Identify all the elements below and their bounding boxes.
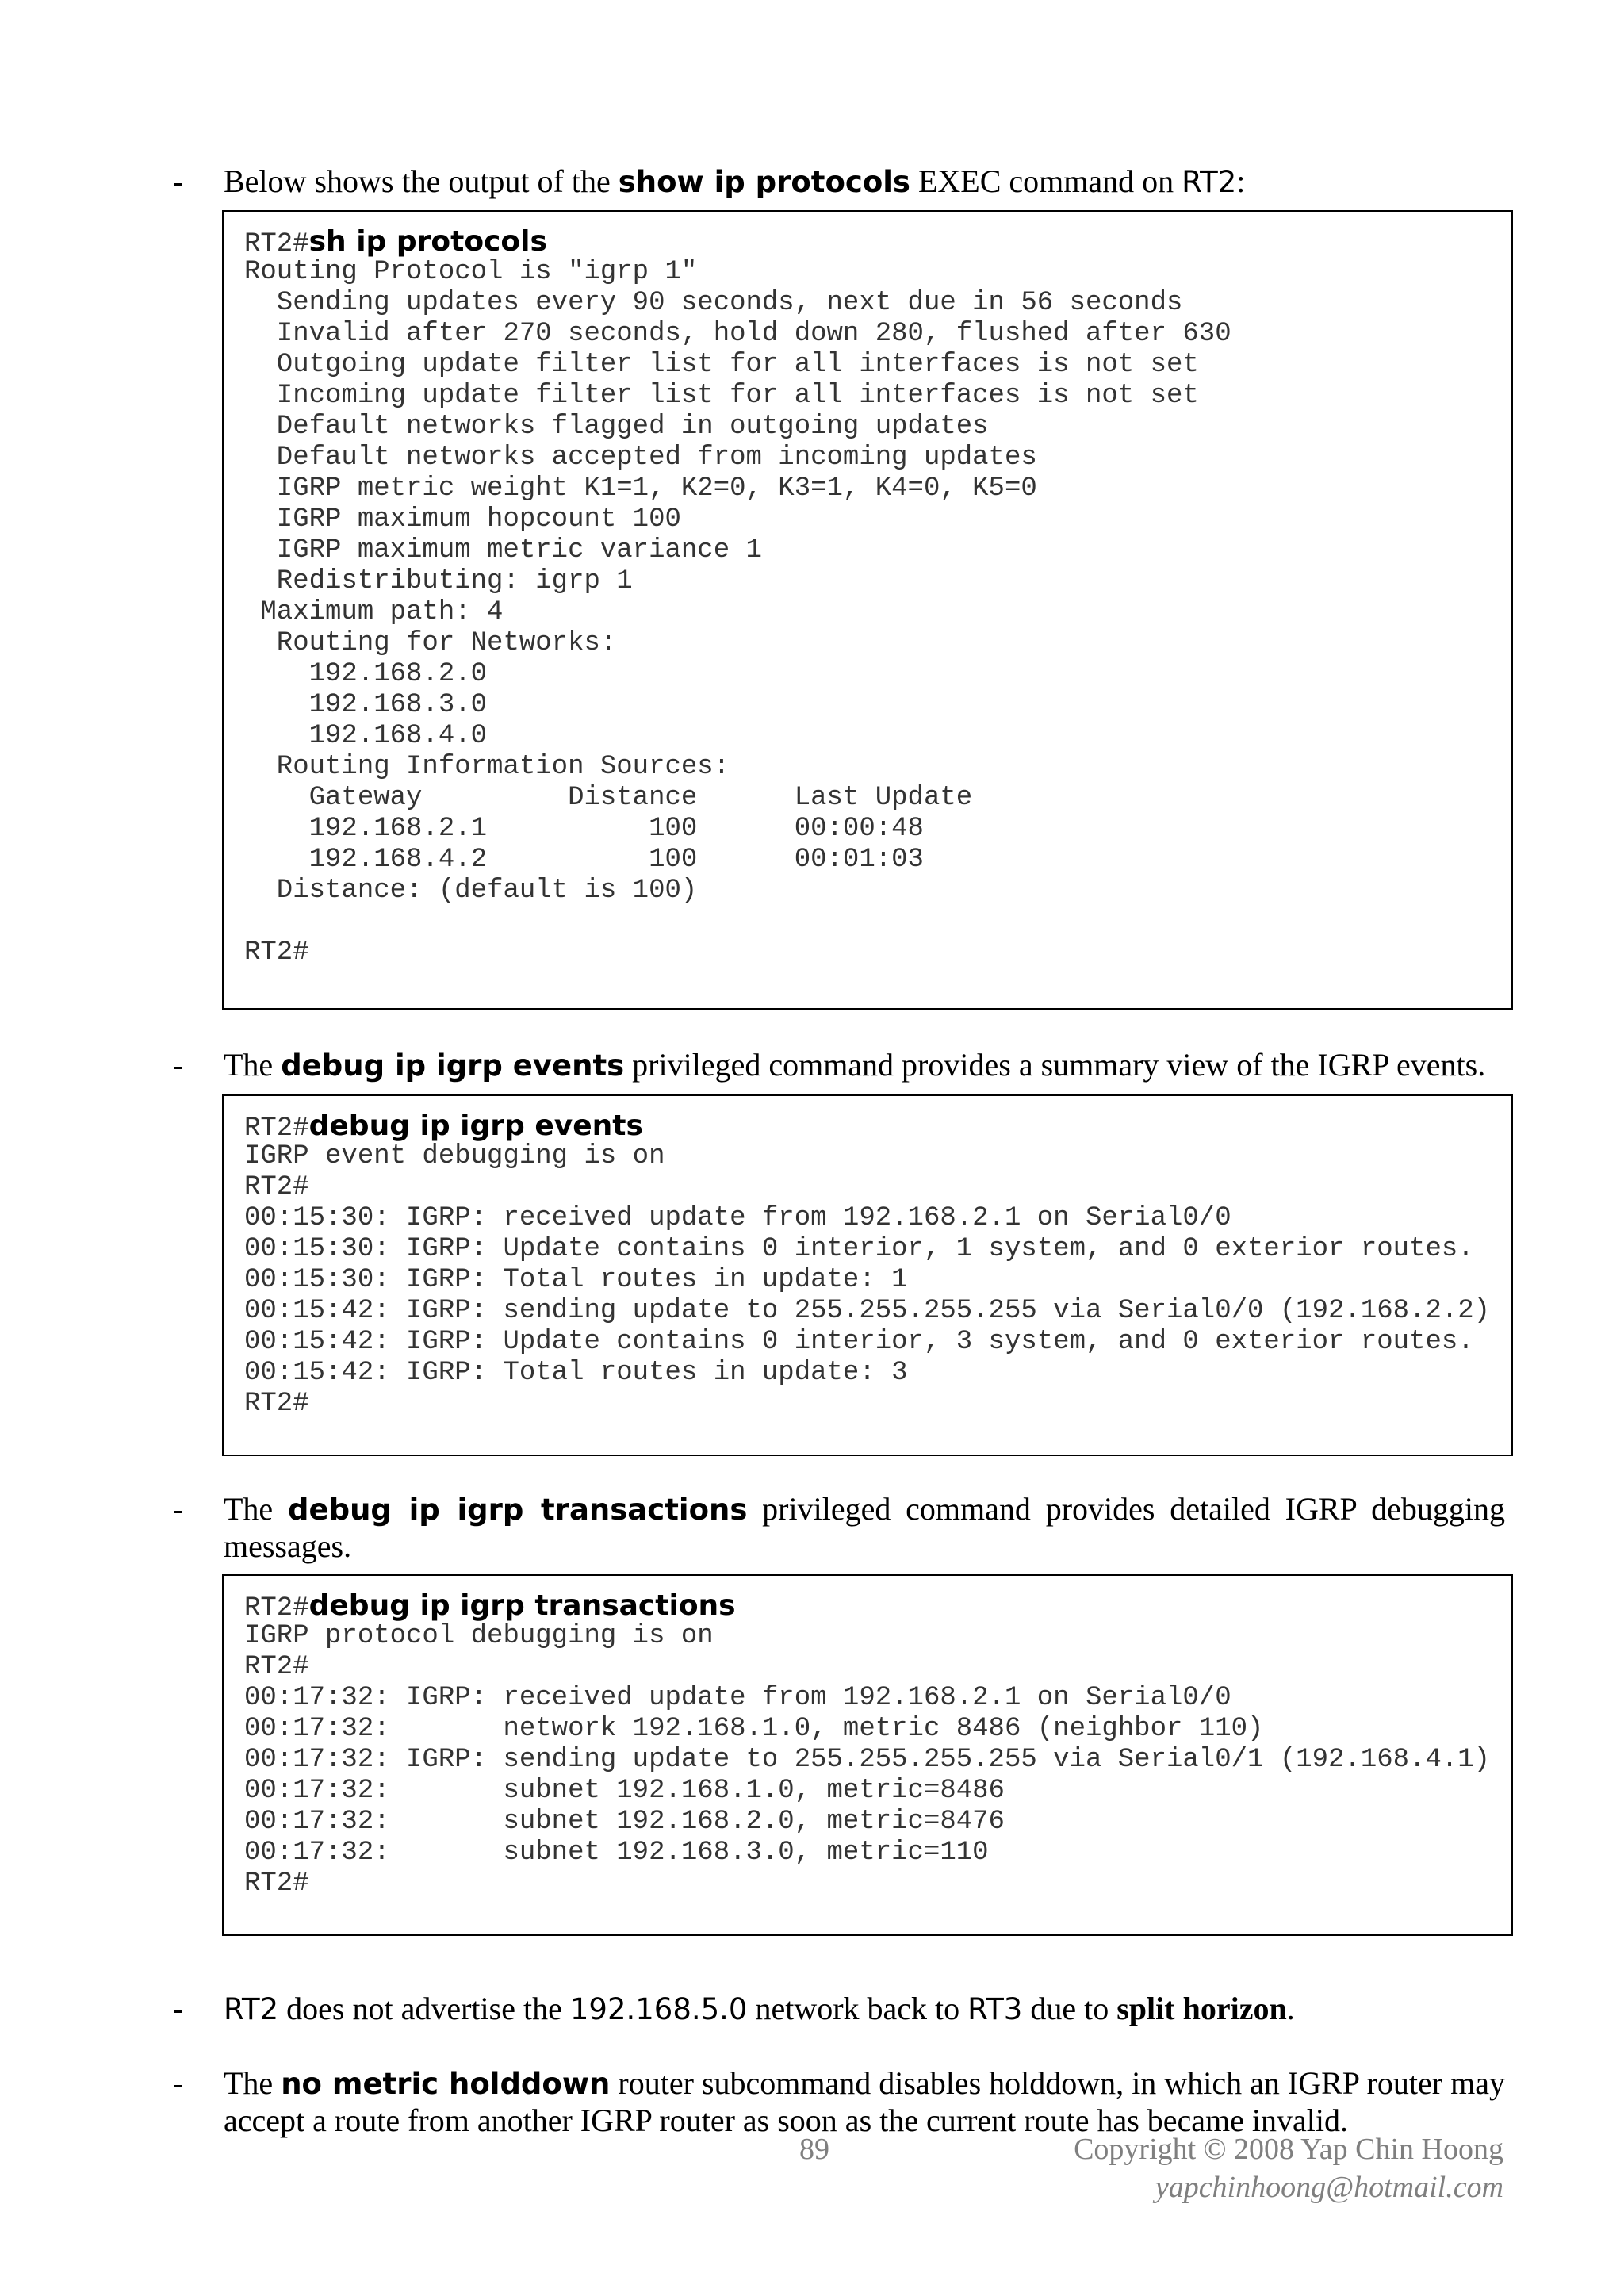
- command-line: [244, 1590, 1511, 1621]
- output-line: 00:15:30: IGRP: Total routes in update: 1: [244, 1265, 908, 1295]
- output-line: IGRP metric weight K1=1, K2=0, K3=1, K4=0, K5=0: [244, 473, 1037, 504]
- bullet-text: Below shows the output of the show ip protocols EXEC command on RT2:: [224, 163, 1246, 199]
- output-line: Default networks flagged in outgoing updates: [244, 412, 989, 442]
- cli-prompt: RT2#: [244, 1593, 309, 1623]
- output-line: 00:17:32: IGRP: received update from 192.168.2.1 on Serial0/0: [244, 1683, 1231, 1713]
- output-line: RT2#: [244, 1652, 309, 1682]
- bullet-dash: -: [173, 1491, 184, 1527]
- output-line: 00:15:30: IGRP: Update contains 0 interior, 1 system, and 0 exterior routes.: [244, 1234, 1474, 1264]
- bullet-debug-igrp-events: [173, 1047, 1505, 1087]
- network-address: 192.168.5.0: [569, 1992, 748, 2026]
- output-line: 192.168.2.0: [244, 659, 488, 689]
- author-email: yapchinhoong@hotmail.com: [1155, 2171, 1503, 2204]
- output-line: 00:17:32: subnet 192.168.3.0, metric=110: [244, 1838, 989, 1868]
- command-name: show ip protocols: [618, 165, 910, 199]
- output-line: RT2#: [244, 1172, 309, 1202]
- output-line: 00:17:32: subnet 192.168.2.0, metric=8476: [244, 1807, 1005, 1837]
- output-line: IGRP maximum metric variance 1: [244, 535, 762, 565]
- output-line: Default networks accepted from incoming updates: [244, 443, 1037, 473]
- output-line: 192.168.3.0: [244, 690, 488, 720]
- code-block-show-ip-protocols: [222, 210, 1513, 1010]
- cli-command: debug ip igrp transactions: [308, 1589, 736, 1622]
- router-name: RT3: [967, 1992, 1023, 2026]
- output-line: Distance: (default is 100): [244, 876, 698, 906]
- term-split-horizon: split horizon: [1116, 1991, 1287, 2026]
- output-line: 00:15:42: IGRP: sending update to 255.255.255.255 via Serial0/0 (192.168.2.2): [244, 1296, 1491, 1326]
- bullet-show-ip-protocols: [173, 163, 1505, 203]
- bullet-no-metric-holddown: [173, 2065, 1505, 2141]
- bullet-text: The debug ip igrp transactions privileged command provides detailed IGRP debugging messages.: [224, 1491, 1505, 1564]
- output-line: [244, 907, 1511, 937]
- command-name: no metric holddown: [281, 2067, 611, 2101]
- output-line: RT2#: [244, 1869, 309, 1899]
- output-line: 00:15:30: IGRP: received update from 192.168.2.1 on Serial0/0: [244, 1203, 1231, 1233]
- output-line: Routing for Networks:: [244, 628, 617, 658]
- command-line: [244, 226, 1511, 257]
- router-name: RT2: [1182, 165, 1237, 199]
- output-line: Routing Information Sources:: [244, 752, 730, 782]
- output-line: Gateway Distance Last Update: [244, 783, 973, 813]
- bullet-dash: -: [173, 1047, 184, 1083]
- bullet-dash: -: [173, 1991, 184, 2026]
- command-name: debug ip igrp events: [281, 1048, 625, 1083]
- output-line: IGRP protocol debugging is on: [244, 1621, 714, 1651]
- router-name: RT2: [224, 1992, 279, 2026]
- copyright-notice: Copyright © 2008 Yap Chin Hoong: [1074, 2133, 1503, 2166]
- bullet-text: The debug ip igrp events privileged command provides a summary view of the IGRP events.: [224, 1047, 1486, 1083]
- output-line: Routing Protocol is "igrp 1": [244, 257, 698, 287]
- bullet-text: The no metric holddown router subcommand disables holddown, in which an IGRP router may accept a route from another IGRP router as soon as the current route has became invalid.: [224, 2065, 1505, 2138]
- command-line: [244, 1110, 1511, 1144]
- command-name: debug ip igrp transactions: [288, 1493, 748, 1527]
- cli-prompt: RT2#: [244, 229, 309, 259]
- output-line: 00:15:42: IGRP: Update contains 0 interior, 3 system, and 0 exterior routes.: [244, 1327, 1474, 1357]
- output-line: 192.168.2.1 100 00:00:48: [244, 814, 924, 844]
- output-line: 00:17:32: network 192.168.1.0, metric 8486 (neighbor 110): [244, 1714, 1264, 1744]
- output-line: Maximum path: 4: [244, 597, 504, 627]
- output-line: 00:15:42: IGRP: Total routes in update: 3: [244, 1358, 908, 1388]
- bullet-dash: -: [173, 2065, 184, 2101]
- cli-command: sh ip protocols: [308, 225, 547, 258]
- output-line: IGRP maximum hopcount 100: [244, 504, 681, 535]
- output-line: RT2#: [244, 937, 309, 968]
- output-line: Outgoing update filter list for all interfaces is not set: [244, 350, 1199, 380]
- output-line: Redistributing: igrp 1: [244, 566, 633, 596]
- cli-command: debug ip igrp events: [308, 1110, 643, 1142]
- output-line: 192.168.4.2 100 00:01:03: [244, 845, 924, 875]
- output-line: IGRP event debugging is on: [244, 1141, 665, 1171]
- page-number: 89: [799, 2133, 829, 2166]
- bullet-text: RT2 does not advertise the 192.168.5.0 network back to RT3 due to split horizon.: [224, 1991, 1295, 2026]
- bullet-dash: -: [173, 163, 184, 199]
- output-line: 00:17:32: IGRP: sending update to 255.255.255.255 via Serial0/1 (192.168.4.1): [244, 1745, 1491, 1775]
- code-block-debug-igrp-transactions: [222, 1574, 1513, 1936]
- output-line: Sending updates every 90 seconds, next due in 56 seconds: [244, 288, 1183, 318]
- output-line: 192.168.4.0: [244, 721, 488, 751]
- output-line: Incoming update filter list for all interfaces is not set: [244, 381, 1199, 411]
- code-block-debug-igrp-events: [222, 1094, 1513, 1456]
- output-line: Invalid after 270 seconds, hold down 280, flushed after 630: [244, 319, 1231, 349]
- bullet-split-horizon: [173, 1991, 1505, 2030]
- cli-prompt: RT2#: [244, 1114, 309, 1144]
- output-line: RT2#: [244, 1389, 309, 1419]
- bullet-debug-igrp-transactions: [173, 1491, 1505, 1567]
- output-line: 00:17:32: subnet 192.168.1.0, metric=8486: [244, 1776, 1005, 1806]
